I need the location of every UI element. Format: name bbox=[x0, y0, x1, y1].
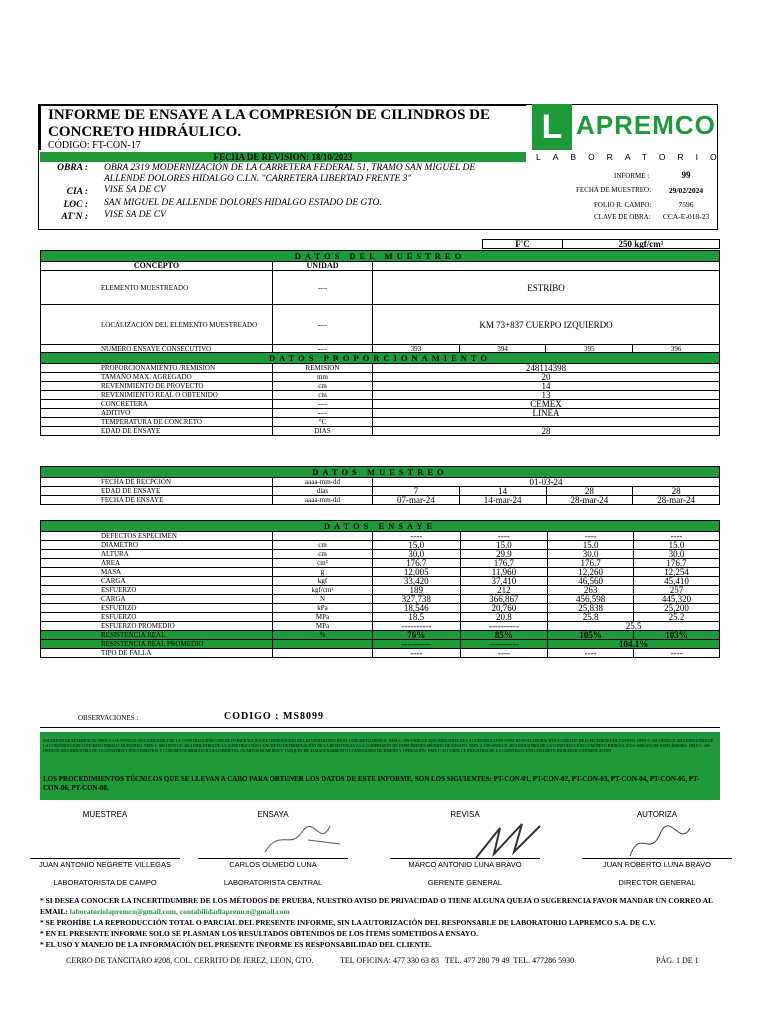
logo-name: APREMCO bbox=[576, 110, 716, 140]
recepcion-label: FECHA DE RECPCIÓN bbox=[41, 478, 273, 487]
ensaye-value: 366,867 bbox=[460, 595, 548, 604]
localizacion-unit: ---- bbox=[273, 305, 373, 345]
ensaye-value: 20.8 bbox=[460, 613, 548, 622]
muestreo-table bbox=[40, 250, 720, 354]
ensaye-value: 30.0 bbox=[373, 550, 461, 559]
report-code: CÓDIGO: FT-CON-17 bbox=[48, 140, 141, 151]
ensaye-unit bbox=[273, 532, 373, 541]
edad-value: 14 bbox=[459, 487, 546, 496]
falla-value: ---- bbox=[548, 649, 634, 658]
numero-value: 394 bbox=[459, 345, 546, 354]
proporcion-row bbox=[41, 391, 720, 400]
ensaye-value: 37,410 bbox=[460, 577, 548, 586]
fecha-ensaye-label: FECHA DE ENSAYE bbox=[41, 496, 273, 505]
elemento-unit: ---- bbox=[273, 271, 373, 305]
ensaye-value: 46,560 bbox=[548, 577, 634, 586]
proporcion-value: 248114398 bbox=[373, 364, 720, 373]
proporcion-unit: ---- bbox=[273, 409, 373, 418]
numero-value: 395 bbox=[546, 345, 633, 354]
numero-label: NUMERO ENSAYE CONSECUTIVO bbox=[41, 345, 273, 354]
falla-label: TIPO DE FALLA bbox=[41, 649, 273, 658]
proporcion-title: DATOS PROPORCIONAMIENTO bbox=[41, 353, 720, 364]
ensaye-value: ---- bbox=[373, 532, 461, 541]
fecha-ensaye-value: 07-mar-24 bbox=[373, 496, 460, 505]
ensaye-row bbox=[41, 604, 720, 613]
sig-line bbox=[582, 858, 732, 859]
loc-value: SAN MIGUEL DE ALLENDE DOLORES HIDALGO ESTADO DE GTO. bbox=[104, 198, 382, 208]
proporcion-unit: °C bbox=[273, 418, 373, 427]
edad-label: EDAD DE ENSAYE bbox=[41, 487, 273, 496]
proporcion-value: 28 bbox=[373, 427, 720, 436]
signatures bbox=[0, 806, 768, 890]
proporcion-row bbox=[41, 373, 720, 382]
resistencia-prom-dash: ---------- bbox=[460, 640, 548, 649]
proporcion-label: REVENIMIENTO DE PROVECTO bbox=[41, 382, 273, 391]
notes bbox=[40, 895, 720, 950]
ensaye-value: 25.8 bbox=[548, 613, 634, 622]
col-unidad: UNIDAD bbox=[273, 262, 373, 271]
ensaye-value: 189 bbox=[373, 586, 461, 595]
ensaye-value: 45,410 bbox=[634, 577, 720, 586]
informe-label: INFORME : bbox=[614, 172, 650, 180]
sig-name: JUAN ROBERTO LUNA BRAVO bbox=[603, 860, 711, 869]
muestreo-date-label: FECHA DE MUESTREO: bbox=[576, 186, 652, 194]
ensaye-label: ESFUERZO bbox=[41, 604, 273, 613]
proporcion-label: ADITIVO bbox=[41, 409, 273, 418]
ensaye-table bbox=[40, 520, 720, 658]
ensaye-value: 15.0 bbox=[548, 541, 634, 550]
edad-unit: días bbox=[273, 487, 373, 496]
proporcion-label: CONCRETERA bbox=[41, 400, 273, 409]
ensaye-unit: kgf/cm² bbox=[273, 586, 373, 595]
note-2: * SE PROHÍBE LA REPRODUCCIÓN TOTAL O PARCIAL DEL PRESENTE INFORME, SIN LA AUTORIZACIÓN DEL RESPONSABLE DE LABORATORIO LAPREMCO S.A. DE C.V. bbox=[40, 918, 656, 927]
sig-role: REVISA bbox=[450, 810, 480, 819]
note-3: * EN EL PRESENTE INFORME SOLO SE PLASMAN LOS RESULTADOS OBTENIDOS DE LOS ÍTEMS SOMETIDOS A ENSAYO. bbox=[40, 929, 478, 938]
sig-line bbox=[30, 858, 180, 859]
ensaye-value: 327,738 bbox=[373, 595, 461, 604]
ensaye-label: ÁREA bbox=[41, 559, 273, 568]
ensaye-value: 18.5 bbox=[373, 613, 461, 622]
ensaye-value: ---- bbox=[548, 532, 634, 541]
ensaye-row bbox=[41, 568, 720, 577]
ensaye-label: ESFUERZO bbox=[41, 613, 273, 622]
obs-divider bbox=[40, 727, 720, 728]
resistencia-label: RESISTENCIA REAL bbox=[41, 631, 273, 640]
ensaye-label: ESFUERZO bbox=[41, 586, 273, 595]
ensaye-unit: cm bbox=[273, 550, 373, 559]
elemento-value: ESTRIBO bbox=[373, 271, 720, 305]
fc-table bbox=[482, 239, 720, 249]
col-blank bbox=[373, 262, 720, 271]
ensaye-label: DIÁMETRO bbox=[41, 541, 273, 550]
cia-value: VISE SA DE CV bbox=[104, 185, 166, 195]
proporcion-row bbox=[41, 409, 720, 418]
numero-value: 393 bbox=[373, 345, 460, 354]
muestreo-title: DATOS DEL MUESTREO bbox=[41, 251, 720, 262]
falla-value: ---- bbox=[634, 649, 720, 658]
procedures-note: LOS PROCEDIMIENTOS TÉCNICOS QUE SE LLEVAN A CABO PARA OBTENER LOS DATOS DE ESTE INFORME, SON LOS SIGUIENTES: PT-CON-01, PT-CON-02, PT-CON-03, PT-CON-04, PT-CON-05, PT-CON-06, PT-CON-08. bbox=[40, 772, 720, 800]
ensaye-unit: MPa bbox=[273, 613, 373, 622]
fc-value: 250 kgf/cm² bbox=[563, 240, 720, 249]
ensaye-value: 30.0 bbox=[634, 550, 720, 559]
atn-label: AT'N : bbox=[61, 212, 88, 222]
ensaye-value: 30.0 bbox=[548, 550, 634, 559]
title-rule bbox=[38, 104, 526, 106]
muestreo-date-value: 29/02/2024 bbox=[668, 186, 704, 195]
ensaye-unit: g bbox=[273, 568, 373, 577]
title-bar bbox=[38, 104, 41, 150]
sig-title: LABORATORISTA CENTRAL bbox=[223, 878, 323, 887]
ensaye-label: CARGA bbox=[41, 577, 273, 586]
ensaye-unit: cm bbox=[273, 541, 373, 550]
resistencia-prom-label: RESISTENCIA REAL PROMEDIO bbox=[41, 640, 273, 649]
ensaye-value: 176.7 bbox=[548, 559, 634, 568]
ensaye-value: ---- bbox=[634, 532, 720, 541]
logo-icon: L bbox=[532, 104, 572, 150]
fecha-ensaye-value: 28-mar-24 bbox=[546, 496, 633, 505]
sig-title: GERENTE GENERAL bbox=[427, 878, 503, 887]
ensaye-unit: N bbox=[273, 595, 373, 604]
observaciones-label: OBSERVACIONES : bbox=[78, 714, 139, 722]
resistencia-prom-unit bbox=[273, 640, 373, 649]
resistencia-value: 103% bbox=[634, 631, 720, 640]
proporcion-value: 14 bbox=[373, 382, 720, 391]
ensaye-row bbox=[41, 559, 720, 568]
proporcion-row bbox=[41, 427, 720, 436]
signature-scribble bbox=[620, 818, 700, 862]
signature-scribble bbox=[470, 818, 550, 862]
ensaye-label: ALTURA bbox=[41, 550, 273, 559]
falla-value: ---- bbox=[460, 649, 548, 658]
clave-label: CLAVE DE OBRA: bbox=[594, 213, 651, 221]
resistencia-prom-value: 104.1% bbox=[548, 640, 720, 649]
numero-value: 396 bbox=[633, 345, 720, 354]
fecha-ensaye-value: 14-mar-24 bbox=[459, 496, 546, 505]
ensaye-label: DEFECTOS ESPECIMEN bbox=[41, 532, 273, 541]
observaciones-value: CODIGO : MS8099 bbox=[224, 711, 324, 722]
folio-value: 7596 bbox=[678, 200, 694, 209]
sig-line bbox=[198, 858, 348, 859]
ensaye-value: 445,320 bbox=[634, 595, 720, 604]
sig-role: AUTORIZA bbox=[636, 810, 678, 819]
loc-label: LOC : bbox=[63, 200, 88, 210]
ensaye-value: 25,200 bbox=[634, 604, 720, 613]
edad-value: 28 bbox=[633, 487, 720, 496]
ensaye-value: 18,546 bbox=[373, 604, 461, 613]
note-4: * EL USO Y MANEJO DE LA INFORMACIÓN DEL PRESENTE INFORME ES RESPONSABILIDAD DEL CLIENTE. bbox=[40, 940, 432, 949]
proporcion-unit: cm bbox=[273, 391, 373, 400]
logo-subtitle: LABORATORIO bbox=[536, 152, 729, 162]
resistencia-unit: % bbox=[273, 631, 373, 640]
col-concepto: CONCEPTO bbox=[41, 262, 273, 271]
obra-label: OBRA : bbox=[57, 163, 88, 173]
resistencia-value: 76% bbox=[373, 631, 461, 640]
localizacion-label: LOCALIZACIÓN DEL ELEMENTO MUESTREADO bbox=[41, 305, 273, 345]
fecha-ensaye-unit: aaaa-mm-dd bbox=[273, 496, 373, 505]
standards-reference: ESTANDAR DE REFERENCIA: NMX-C-156-ONNCCE-2010 INDUSTRIA DE LA CONSTRUCCIÓN-CONCRETO HIDRÁULICO-DETERMINACIÓN DEL REVENIMIENTO EN EL CONCRETO FRESCO. NMX-C-159-ONNCCE-2016 INDUSTRIA DE LA CONSTRUCCIÓN-CONCRETO-ELABORACIÓN Y CURADO DE ESPECÍMENES DE ENSAYO. NMX-C-161-ONNCCE-2013 INDUSTRIA DE LA CONSTRUCCIÓN-CONCRETO FRESCO-MUESTREO. NMX-C-083-ONNCCE-2014 INDUSTRIA DE LA CONSTRUCCIÓN-CONCRETO-DETERMINACIÓN DE LA RESISTENCIA A LA COMPRESIÓN DE ESPECÍMENES-MÉTODO DE ENSAYO. NMX-C-109-ONNCCE-2013 INDUSTRIA DE LA CONSTRUCCIÓN-CONCRETO HIDRÁULICO-CABECEO DE ESPECÍMENES. NMX-C-148-ONNCCE-2010 INDUSTRIA DE LA CONSTRUCCIÓN-CEMENTOS Y CONCRETOS HIDRÁULICOS-GABINETES, CUARTOS HÚMEDOS Y TANQUES DE ALMACENAMIENTO-CONDICIONES DE DISEÑO Y OPERACIÓN. NMX-C-251-ONNCCE INDUSTRIA DE LA CONSTRUCCIÓN-CONCRETO HIDRÁULICO-DOSIFICACIÓN bbox=[40, 732, 720, 772]
proporcion-row bbox=[41, 400, 720, 409]
promedio-dash: ---------- bbox=[373, 622, 461, 631]
ensaye-label: MASA bbox=[41, 568, 273, 577]
ensaye-value: 176.7 bbox=[634, 559, 720, 568]
resistencia-value: 85% bbox=[460, 631, 548, 640]
sig-role: MUESTREA bbox=[82, 810, 128, 819]
ensaye-value: 12,260 bbox=[548, 568, 634, 577]
ensaye-row bbox=[41, 595, 720, 604]
edad-value: 28 bbox=[546, 487, 633, 496]
ensaye-value: 29.9 bbox=[460, 550, 548, 559]
muestra-table bbox=[40, 466, 720, 505]
ensaye-row bbox=[41, 550, 720, 559]
proporcion-table bbox=[40, 352, 720, 436]
fc-label: F'C bbox=[483, 240, 563, 249]
proporcion-unit: cm bbox=[273, 382, 373, 391]
ensaye-unit: cm² bbox=[273, 559, 373, 568]
informe-value: 99 bbox=[681, 170, 691, 180]
proporcion-value: 13 bbox=[373, 391, 720, 400]
recepcion-value: 01-03-24 bbox=[373, 478, 720, 487]
contact-email[interactable]: laboratoriolapremco@gmail.com, contabilidadlapremco@gmail.com bbox=[69, 907, 290, 916]
sig-name: CARLOS OLMEDO LUNA bbox=[229, 860, 317, 869]
report-title: INFORME DE ENSAYE A LA COMPRESIÓN DE CILINDROS DE CONCRETO HIDRÁULICO. bbox=[48, 107, 491, 140]
proporcion-unit: REMISION bbox=[273, 364, 373, 373]
resistencia-prom-dash: ---------- bbox=[373, 640, 461, 649]
ensaye-unit: kgf bbox=[273, 577, 373, 586]
proporcion-label: EDAD DE ENSAYE bbox=[41, 427, 273, 436]
ensaye-row bbox=[41, 586, 720, 595]
ensaye-value: 15.0 bbox=[373, 541, 461, 550]
ensaye-value: 12,005 bbox=[373, 568, 461, 577]
sig-name: JUAN ANTONIO NEGRETE VILLEGAS bbox=[39, 860, 171, 869]
muestra-title: DATOS MUESTREO bbox=[41, 467, 720, 478]
footer-page: PÁG. 1 DE 1 bbox=[656, 956, 699, 965]
proporcion-unit: DIAS bbox=[273, 427, 373, 436]
ensaye-value: 176.7 bbox=[373, 559, 461, 568]
ensaye-row bbox=[41, 577, 720, 586]
ensaye-value: 33,420 bbox=[373, 577, 461, 586]
promedio-dash: ---------- bbox=[460, 622, 548, 631]
proporcion-unit: ---- bbox=[273, 400, 373, 409]
cia-label: CIA : bbox=[66, 187, 88, 197]
promedio-label: ESFUERZO PROMEDIO bbox=[41, 622, 273, 631]
ensaye-value: 456,598 bbox=[548, 595, 634, 604]
ensaye-value: 25.2 bbox=[634, 613, 720, 622]
ensaye-unit: kPa bbox=[273, 604, 373, 613]
footer-phones: TEL OFICINA: 477 330 63 83 TEL. 477 280 79 49 TEL. 477286 5930 bbox=[340, 956, 575, 965]
ensaye-value: 20,760 bbox=[460, 604, 548, 613]
falla-value: ---- bbox=[373, 649, 461, 658]
proporcion-row bbox=[41, 382, 720, 391]
ensaye-value: 12,254 bbox=[634, 568, 720, 577]
ensaye-label: CARGA bbox=[41, 595, 273, 604]
proporcion-row bbox=[41, 364, 720, 373]
ensaye-row bbox=[41, 532, 720, 541]
sig-title: LABORATORISTA DE CAMPO bbox=[53, 878, 157, 887]
folio-label: FOLIO R. CAMPO: bbox=[594, 201, 652, 209]
ensaye-row bbox=[41, 541, 720, 550]
note-1: * SI DESEA CONOCER LA INCERTIDUMBRE DE LOS MÉTODOS DE PRUEBA, NUESTRO AVISO DE PRIVACIDAD O TIENE ALGUNA QUEJA O SUGERENCIA FAVOR MANDAR UN CORREO AL EMAIL: bbox=[40, 896, 713, 916]
proporcion-label: TEMPERATURA DE CONCRETO bbox=[41, 418, 273, 427]
ensaye-value: 263 bbox=[548, 586, 634, 595]
ensaye-value: 15.0 bbox=[634, 541, 720, 550]
revision-date: FECHA DE REVISION: 18/10/2023 bbox=[213, 152, 353, 162]
proporcion-unit: mm bbox=[273, 373, 373, 382]
ensaye-value: 11,960 bbox=[460, 568, 548, 577]
sig-name: MARCO ANTONIO LUNA BRAVO bbox=[408, 860, 522, 869]
fecha-ensaye-value: 28-mar-24 bbox=[633, 496, 720, 505]
resistencia-value: 105% bbox=[548, 631, 634, 640]
ensaye-title: DATOS ENSAYE bbox=[41, 521, 720, 532]
ensaye-value: 212 bbox=[460, 586, 548, 595]
signature-scribble bbox=[260, 820, 350, 860]
recepcion-unit: aaaa-mm-dd bbox=[273, 478, 373, 487]
proporcion-value: 20 bbox=[373, 373, 720, 382]
ensaye-value: 25,838 bbox=[548, 604, 634, 613]
ensaye-value: ---- bbox=[460, 532, 548, 541]
numero-unit: ---- bbox=[273, 345, 373, 354]
edad-value: 7 bbox=[373, 487, 460, 496]
elemento-label: ELEMENTO MUESTREADO bbox=[41, 271, 273, 305]
proporcion-row bbox=[41, 418, 720, 427]
falla-unit bbox=[273, 649, 373, 658]
clave-value: CCA-E-018-23 bbox=[662, 212, 710, 221]
sig-line bbox=[390, 858, 540, 859]
localizacion-value: KM 73+837 CUERPO IZQUIERDO bbox=[373, 305, 720, 345]
footer-address: CERRO DE TANCITARO #208, COL. CERRITO DE JEREZ, LEON, GTO. bbox=[66, 956, 314, 965]
ensaye-value: 257 bbox=[634, 586, 720, 595]
proporcion-value: CEMEX bbox=[373, 400, 720, 409]
ensaye-value: 15.0 bbox=[460, 541, 548, 550]
proporcion-label: PROPORCIONAMIENTO /REMISION bbox=[41, 364, 273, 373]
ensaye-row bbox=[41, 613, 720, 622]
proporcion-label: TAMAÑO MAX. AGREGADO bbox=[41, 373, 273, 382]
atn-value: VISE SA DE CV bbox=[104, 210, 166, 220]
sig-title: DIRECTOR GENERAL bbox=[618, 878, 696, 887]
promedio-value: 25.5 bbox=[548, 622, 720, 631]
sig-role: ENSAYA bbox=[257, 810, 289, 819]
proporcion-value: LINEA bbox=[373, 409, 720, 418]
promedio-unit: MPa bbox=[273, 622, 373, 631]
obra-value: OBRA 2319 MODERNIZACIÓN DE LA CARRETERA FEDERAL 51, TRAMO SAN MIGUEL DE ALLENDE DOLORES HIDALGO C.I.N. "CARRETERA LIBERTAD FRENTE 3" bbox=[104, 163, 476, 184]
ensaye-value: 176.7 bbox=[460, 559, 548, 568]
proporcion-label: REVENIMIENTO REAL O OBTENIDO bbox=[41, 391, 273, 400]
